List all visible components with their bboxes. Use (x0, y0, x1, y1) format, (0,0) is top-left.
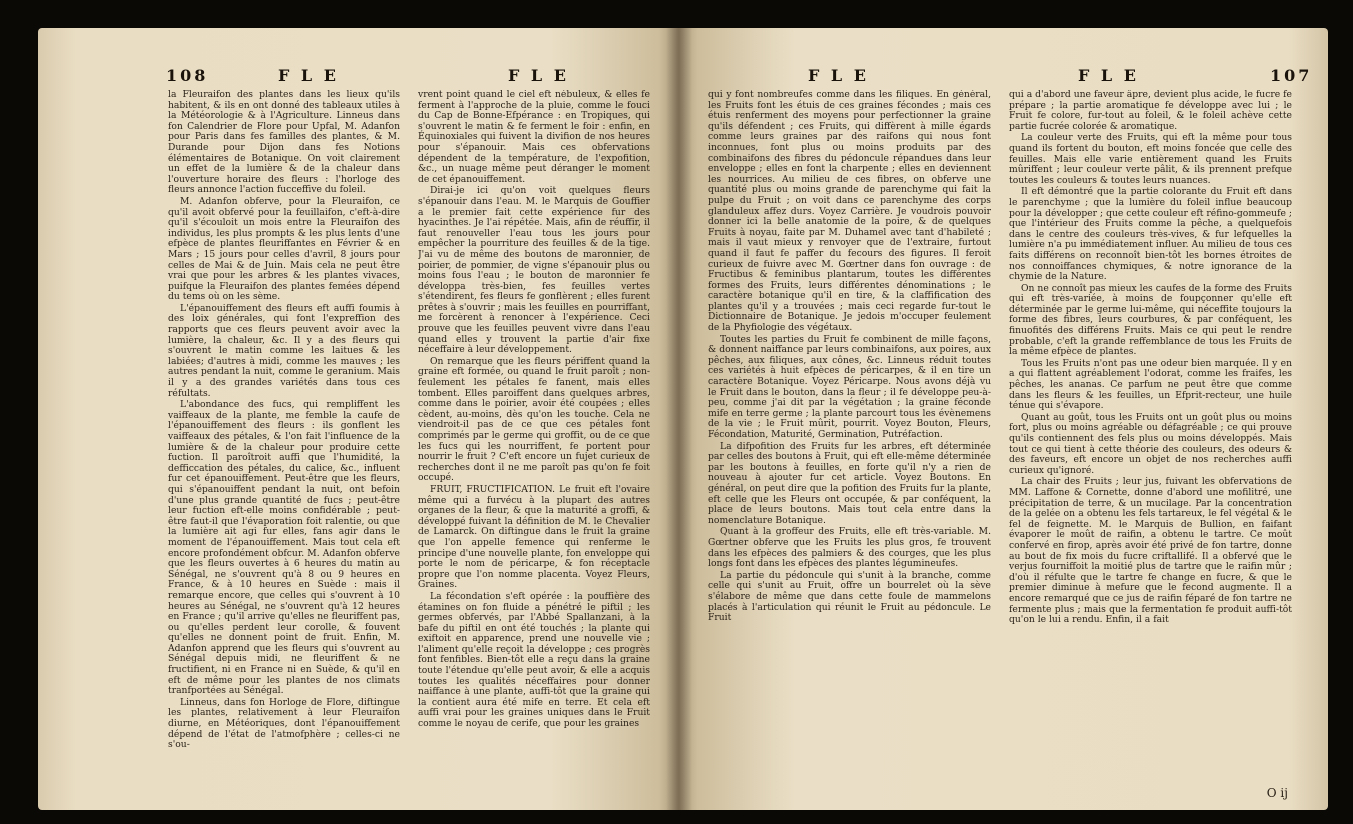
paragraph: qui a d'abord une faveur âpre, devient plus acide, le fucre fe prépare ; la partie aromatique fe développe avec lui ; le Fruit fe colore, fur-tout au foleil, & le foleil achève cette partie fucrée colorée & aromatique. (1009, 90, 1292, 132)
paragraph: Linneus, dans fon Horloge de Flore, diftingue les plantes, relativement à leur Fleuraifon diurne, en Météoriques, dont l'épanouiffement dépend de l'état de l'atmofphère ; celles-ci ne s'ou- (168, 696, 400, 751)
left-page (38, 28, 678, 810)
paragraph: Quant à la groffeur des Fruits, elle eft très-variable. M. Gœrtner obferve que les Fruits les plus gros, fe trouvent dans les efpèces des palmiers & des courges, que les plus longs font dans les efpèces des plantes légumineufes. (708, 526, 991, 570)
left-page-column-2 (418, 90, 650, 790)
paragraph: M. Adanfon obferve, pour la Fleuraifon, ce qu'il avoit obfervé pour la feuillaifon, c'eft-à-dire qu'il s'écouloit un mois entre la Fleuraifon des individus, les plus prompts & les plus lents d'une efpèce de plantes fleuriffantes en Février & en Mars ; 15 jours pour celles d'avril, 8 jours pour celles de Mai & de Juin. Mais cela ne peut être vrai que pour les arbres & les plantes vivaces, puifque la Fleuraifon des plantes femées dépend du tems où on les sème. (168, 195, 400, 303)
page-number-left: 108 (166, 66, 209, 85)
book-gutter (666, 28, 692, 810)
running-head-left-a: F L E (278, 66, 339, 85)
paragraph: vrent point quand le ciel eft nébuleux, & elles fe ferment à l'approche de la pluie, comme le fouci du Cap de Bonne-Efpérance : en Tropiques, qui s'ouvrent le matin & fe ferment le foir : enfin, en Équinoxiales qui fuivent la divifion de nos heures pour s'épanouir. Mais ces obfervations dépendent de la température, de l'expofition, &c., un nuage même peut déranger le moment de cet épanouiffement. (418, 90, 650, 185)
paragraph: FRUIT, FRUCTIFICATION. Le fruit eft l'ovaire même qui a furvécu à la plupart des autres organes de la fleur, & que la maturité a groffi, & développé fuivant la définition de M. le Chevalier de Lamarck. On diftingue dans le fruit la graine que l'on appelle femence qui renferme le principe d'une nouvelle plante, fon enveloppe qui porte le nom de péricarpe, & fon réceptacle propre que l'on nomme placenta. Voyez Fleurs, Graines. (418, 483, 650, 591)
page-number-right: 107 (1270, 66, 1313, 85)
left-page-column-1 (168, 90, 400, 790)
right-page-column-2 (1009, 90, 1292, 790)
paragraph: La couleur verte des Fruits, qui eft la même pour tous quand ils fortent du bouton, eft moins foncée que celle des feuilles. Mais elle varie entièrement quand les Fruits mûriffent ; leur couleur verte pâlit, & ils prennent prefque toutes les couleurs & toutes leurs nuances. (1009, 132, 1292, 186)
left-page-columns (168, 90, 650, 790)
paragraph: La partie du pédoncule qui s'unit à la branche, comme celle qui s'unit au Fruit, offre un bourrelet où la sève s'élabore de même que dans cette foule de mammelons placés à l'articulation qui réunit le Fruit au pédoncule. Le Fruit (708, 569, 991, 624)
paragraph: L'épanouiffement des fleurs eft auffi foumis à des loix générales, qui font l'expreffion des rapports que ces fleurs peuvent avoir avec la lumière, la chaleur, &c. Il y a des fleurs qui s'ouvrent le matin comme les laitues & les labiées; d'autres à midi, comme les mauves ; les autres pendant la nuit, comme le geranium. Mais il y a des grandes variétés dans tous ces réfultats. (168, 302, 400, 399)
paragraph: Toutes les parties du Fruit fe combinent de mille façons, & donnent naiffance par leurs combinaifons, aux poires, aux pêches, aux filiques, aux cônes, &c. Linneus réduit toutes ces variétés à huit efpèces de péricarpes, & il en tire un caractère Botanique. Voyez Péricarpe. Nous avons déjà vu le Fruit dans le bouton, dans la fleur ; il fe développe peu-à-peu, comme j'ai dit par la végétation ; la graine féconde mife en terre germe ; la plante parcourt tous les évènemens de la vie ; le Fruit mûrit, pourrit. Voyez Bouton, Fleurs, Fécondation, Maturité, Germination, Putréfaction. (708, 333, 991, 440)
paragraph: Dirai-je ici qu'on voit quelques fleurs s'épanouir dans l'eau. M. le Marquis de Gouffier a le premier fait cette expérience fur des hyacinthes. Je l'ai répétée. Mais, afin de réuffir, il faut renouveller l'eau tous les jours pour empêcher la pourriture des feuilles & de la tige. J'ai vu de même des boutons de maronnier, de poirier, de pommier, de vigne s'épanouir plus ou moins fous l'eau ; le bouton de maronnier fe développa très-bien, fes feuilles vertes s'étendirent, fes fleurs fe gonflèrent ; elles furent prêtes à s'ouvrir ; mais les feuilles en pourriffant, me forcèrent à renoncer à l'expérience. Ceci prouve que les feuilles peuvent vivre dans l'eau quand elles y trouvent la partie d'air fixe néceffaire à leur développement. (418, 185, 650, 356)
paragraph: L'abondance des fucs, qui rempliffent les vaiffeaux de la plante, me femble la caufe de l'épanouiffement des fleurs : ils gonflent les vaiffeaux des pétales, & l'on fait l'influence de la lumière & de la chaleur pour produire cette fuction. Il paroîtroit auffi que l'humidité, la defficcation des pétales, du calice, &c., influent fur cet épanouiffement. Peut-être que les fleurs, qui s'épanouiffent pendant la nuit, ont befoin d'une plus grande quantité de fucs ; peut-être leur fuction eft-elle moins confidérable ; peut-être faut-il que l'évaporation foit ralentie, ou que la lumière ait agi fur elles, fans agir dans le moment de l'épanouiffement. Mais tout cela eft encore profondément obfcur. M. Adanfon obferve que les fleurs ouvertes à 6 heures du matin au Sénégal, ne s'ouvrent qu'à 8 ou 9 heures en France, & à 10 heures en Suède : mais il remarque encore, que celles qui s'ouvrent à 10 heures au Sénégal, ne s'ouvrent qu'à 12 heures en France ; qu'il arrive qu'elles ne fleuriffent pas, ou qu'elles perdent leur corolle, & fouvent qu'elles ne donnent point de fruit. Enfin, M. Adanfon apprend que les fleurs qui s'ouvrent au Sénégal depuis midi, ne fleuriffent & ne fructifient, ni en France ni en Suède, & qu'il en eft de même pour les plantes de nos climats tranfportées au Sénégal. (168, 399, 400, 697)
running-head-right-b: F L E (1078, 66, 1139, 85)
paragraph: qui y font nombreufes comme dans les filiques. En général, les Fruits font les étuis de ces graines fécondes ; mais ces étuis renferment des moyens pour perfectionner la graine qu'ils défendent ; ces Fruits, qui diffèrent à mille égards comme leurs graines par des raifons qui nous font inconnues, font plus ou moins produits par des combinaifons des fibres du pédoncule répandues dans leur enveloppe ; elles en font la charpente ; elles en deviennent les nourrices. Au milieu de ces fibres, on obferve une quantité plus ou moins grande de parenchyme qui fait la pulpe du Fruit ; on voit dans ce parenchyme des corps glanduleux affez durs. Voyez Carrière. Je voudrois pouvoir donner ici la belle anatomie de la poire, & de quelques Fruits à noyau, faite par M. Duhamel avec tant d'habileté ; mais il vaut mieux y renvoyer que de l'extraire, furtout quand il faut fe paffer du fecours des figures. Il feroit curieux de fuivre avec M. Gœrtner dans fon ouvrage : de Fructibus & feminibus plantarum, toutes les différentes formes des Fruits, leurs différentes dénominations ; le caractère botanique qu'il en tire, & la claffification des plantes qu'il y a trouvées ; mais ceci regarde fur-tout le Dictionnaire de Botanique. Je jedois m'occuper feulement de la Phyfiologie des végétaux. (708, 90, 991, 334)
paragraph: Tous les Fruits n'ont pas une odeur bien marquée. Il y en a qui flattent agréablement l'odorat, comme les fraifes, les pêches, les ananas. Ce parfum ne peut être que comme dans les fleurs & les feuilles, un Efprit-recteur, une huile ténue qui s'évapore. (1009, 357, 1292, 412)
paragraph: On remarque que les fleurs périffent quand la graine eft formée, ou quand le fruit paroît ; non-feulement les pétales fe fanent, mais elles tombent. Elles paroiffent dans quelques arbres, comme dans le poirier, avoir été coupées ; elles cèdent, au-moins, dès qu'on les touche. Cela ne viendroit-il pas de ce que ces pétales font comprimés par le germe qui groffit, ou de ce que les fucs qui les nourriffent, fe portent pour nourrir le fruit ? C'eft encore un fujet curieux de recherches dont il ne me paroît pas qu'on fe foit occupé. (418, 355, 650, 484)
running-head-left-b: F L E (508, 66, 569, 85)
right-page-column-1 (708, 90, 991, 790)
paragraph: Il eft démontré que la partie colorante du Fruit eft dans le parenchyme ; que la lumière du foleil influe beaucoup pour la développer ; que cette couleur eft réfino-gommeufe ; que l'intérieur des Fruits comme la pêche, a quelquefois dans le centre des couleurs très-vives, & fur lefquelles la lumière n'a pu immédiatement influer. Au milieu de tous ces faits différens on reconnoît bien-tôt les bornes étroites de nos connoiffances chymiques, & notre ignorance de la chymie de la Nature. (1009, 186, 1292, 283)
open-book (38, 28, 1328, 810)
paragraph: la Fleuraifon des plantes dans les lieux qu'ils habitent, & ils en ont donné des tableaux utiles à la Météorologie & à l'Agriculture. Linneus dans fon Calendrier de Flore pour Upfal, M. Adanfon pour Paris dans fes familles des plantes, & M. Durande pour Dijon dans fes Notions élémentaires de Botanique. On voit clairement un effet de la lumière & de la chaleur dans l'ouverture horaire des fleurs : l'horloge des fleurs annonce l'action fucceffive du foleil. (168, 90, 400, 196)
paragraph: On ne connoît pas mieux les caufes de la forme des Fruits qui eft très-variée, à moins de foupçonner qu'elle eft déterminée par le germe lui-même, qui néceffite toujours la forme des fibres, leurs courbures, & par conféquent, les finuofités des différens Fruits. Mais ce qui peut le rendre probable, c'eft la grande reffemblance de tous les Fruits de la même efpèce de plantes. (1009, 282, 1292, 358)
right-page-columns (708, 90, 1292, 790)
paragraph: Quant au goût, tous les Fruits ont un goût plus ou moins fort, plus ou moins agréable ou défagréable ; ce qui prouve qu'ils contiennent des fels plus ou moins développés. Mais tout ce qui tient à cette théorie des couleurs, des odeurs & des faveurs, eft encore un objet de nos recherches auffi curieux qu'ignoré. (1009, 411, 1292, 476)
paragraph: La fécondation s'eft opérée : la pouffière des étamines on fon fluide a pénétré le piftil ; les germes obfervés, par l'Abbé Spallanzani, à la bafe du piftil en ont été touchés ; la plante qui exiftoit en apparence, prend une nouvelle vie ; l'aliment qu'elle reçoit la développe ; ces progrès font fenfibles. Bien-tôt elle a reçu dans la graine toute l'étendue qu'elle peut avoir, & elle a acquis toutes les qualités néceffaires pour donner naiffance à une plante, auffi-tôt que la graine qui la contient aura été mife en terre. Et cela eft auffi vrai pour les graines uniques dans le Fruit comme le noyau de cerife, que pour les graines (418, 590, 650, 730)
paragraph: La chair des Fruits ; leur jus, fuivant les obfervations de MM. Laffone & Cornette, donne d'abord une mofilitré, une précipitation de terre, & un mucilage. Par la concentration de la gelée on a obtenu les fels tartareux, le fel végétal & le fel de feignette. M. le Marquis de Bullion, en faifant évaporer le moût de raifin, a obtenu le tartre. Ce moût confervé en firop, après avoir été privé de fon tartre, donne au bout de fix mois du fucre criftallifé. Il a obfervé que le verjus fourniffoit la moitié plus de tartre que le raifin mûr ; d'où il réfulte que le tartre fe change en fucre, & que le premier diminue à mefure que le fecond augmente. Il a encore remarqué que ce jus de raifin féparé de fon tartre ne fermente plus ; mais que la fermentation fe produit auffi-tôt qu'on le lui a rendu. Enfin, il a fait (1009, 476, 1292, 626)
paragraph: La difpofition des Fruits fur les arbres, eft déterminée par celles des boutons à Fruit, qui eft elle-même déterminée par les boutons à feuilles, en forte qu'il n'y a rien de nouveau à ajouter fur cet article. Voyez Boutons. En général, on peut dire que la pofition des Fruits fur la plante, eft celle que les Fleurs ont occupée, & par conféquent, la place de leurs boutons. Mais tout cela entre dans la nomenclature Botanique. (708, 440, 991, 526)
signature-mark: O ij (1266, 786, 1288, 800)
right-page (678, 28, 1328, 810)
running-head-right-a: F L E (808, 66, 869, 85)
